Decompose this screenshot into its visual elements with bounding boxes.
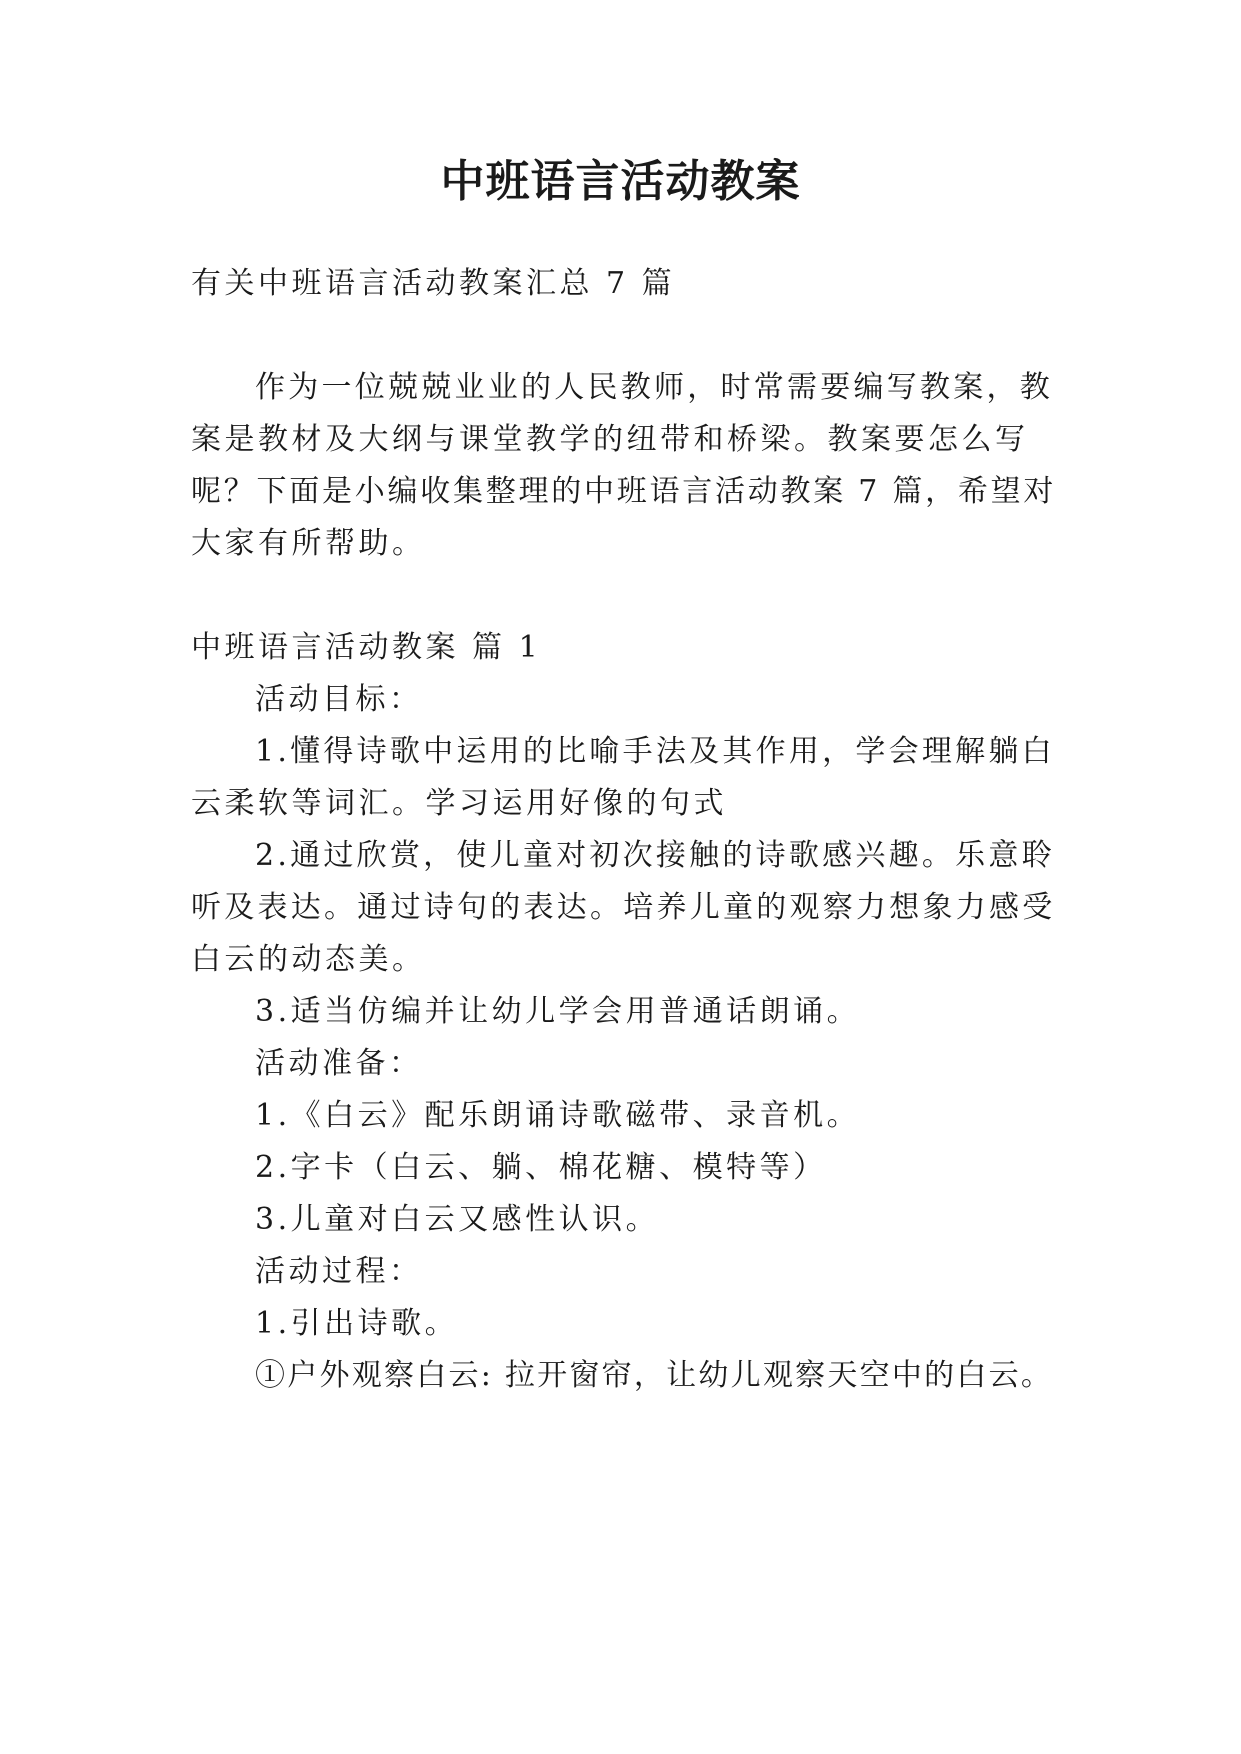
objective-3: 3.适当仿编并让幼儿学会用普通话朗诵。 <box>255 994 861 1029</box>
document-subtitle: 有关中班语言活动教案汇总 7 篇 <box>191 266 676 301</box>
intro-line-3: 呢？下面是小编收集整理的中班语言活动教案 7 篇，希望对 <box>191 474 1057 509</box>
preparation-item-3: 3.儿童对白云又感性认识。 <box>255 1202 660 1237</box>
intro-line-4: 大家有所帮助。 <box>191 526 426 561</box>
objective-1-line-2: 云柔软等词汇。学习运用好像的句式 <box>191 786 727 821</box>
intro-line-1: 作为一位兢兢业业的人民教师，时常需要编写教案，教 <box>255 370 1053 405</box>
objective-2-line-3: 白云的动态美。 <box>191 942 426 977</box>
section-heading: 中班语言活动教案 篇 1 <box>191 630 542 665</box>
objectives-heading: 活动目标： <box>255 682 423 717</box>
process-step-1: 1.引出诗歌。 <box>255 1306 459 1341</box>
preparation-item-1: 1.《白云》配乐朗诵诗歌磁带、录音机。 <box>255 1098 861 1133</box>
preparation-heading: 活动准备： <box>255 1046 423 1081</box>
preparation-item-2: 2.字卡（白云、躺、棉花糖、模特等） <box>255 1150 827 1185</box>
objective-1-line-1: 1.懂得诗歌中运用的比喻手法及其作用，学会理解躺白 <box>255 734 1055 769</box>
objective-2-line-1: 2.通过欣赏，使儿童对初次接触的诗歌感兴趣。乐意聆 <box>255 838 1055 873</box>
process-heading: 活动过程： <box>255 1254 423 1289</box>
document-title: 中班语言活动教案 <box>440 156 801 207</box>
intro-line-2: 案是教材及大纲与课堂教学的纽带和桥梁。教案要怎么写 <box>191 422 1029 457</box>
process-step-1a: ①户外观察白云: 拉开窗帘，让幼儿观察天空中的白云。 <box>255 1358 1054 1393</box>
objective-2-line-2: 听及表达。通过诗句的表达。培养儿童的观察力想象力感受 <box>191 890 1056 925</box>
